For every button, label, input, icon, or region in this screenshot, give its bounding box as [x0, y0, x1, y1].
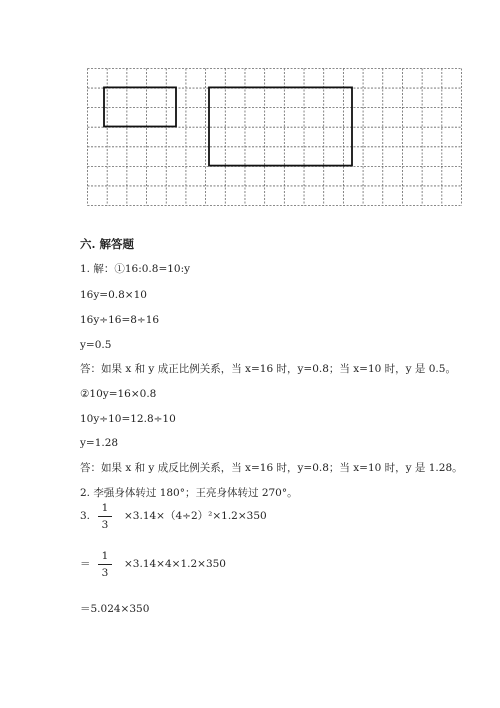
- section-title: 六. 解答题: [80, 237, 135, 251]
- fraction-numerator: 1: [101, 550, 109, 562]
- p1-answer-1: 答：如果 x 和 y 成正比例关系，当 x=16 时，y=0.8；当 x=10 时，y 是 0.5。: [80, 363, 456, 375]
- p1-line-3: 16y÷16=8÷16: [80, 314, 160, 326]
- p3-line-1-expr: ×3.14×（4÷2）²×1.2×350: [124, 510, 267, 522]
- fraction-bar: [98, 564, 112, 565]
- p3-fraction-2: [98, 550, 112, 580]
- fraction-denominator: 3: [101, 567, 109, 579]
- small-rectangle: [104, 87, 176, 126]
- p3-line-3: ＝5.024×350: [80, 603, 150, 615]
- fraction-numerator: 1: [101, 502, 109, 514]
- p3-number: 3.: [80, 510, 91, 522]
- p3-fraction-1: [98, 502, 112, 532]
- p1-line-4: y=0.5: [80, 339, 112, 351]
- p1-line-1: 1. 解：①16:0.8=10:y: [80, 263, 191, 275]
- grid-figure: [87, 68, 462, 214]
- p1-answer-2: 答：如果 x 和 y 成反比例关系，当 x=16 时，y=0.8；当 x=10 时，y 是 1.28。: [80, 462, 463, 474]
- p3-line-2-expr: ×3.14×4×1.2×350: [124, 558, 226, 570]
- grid-diagram: [87, 68, 462, 210]
- fraction-denominator: 3: [101, 519, 109, 531]
- p2-answer: 2. 李强身体转过 180°；王亮身体转过 270°。: [80, 487, 298, 499]
- p1-line-8: y=1.28: [80, 437, 119, 449]
- p3-equals: ＝: [80, 558, 91, 570]
- p1-line-7: 10y÷10=12.8÷10: [80, 413, 176, 425]
- grid-lines: [88, 69, 462, 206]
- p1-line-2: 16y=0.8×10: [80, 289, 147, 301]
- large-rectangle: [209, 87, 352, 165]
- fraction-bar: [98, 516, 112, 517]
- p1-line-6: ②10y=16×0.8: [80, 388, 157, 400]
